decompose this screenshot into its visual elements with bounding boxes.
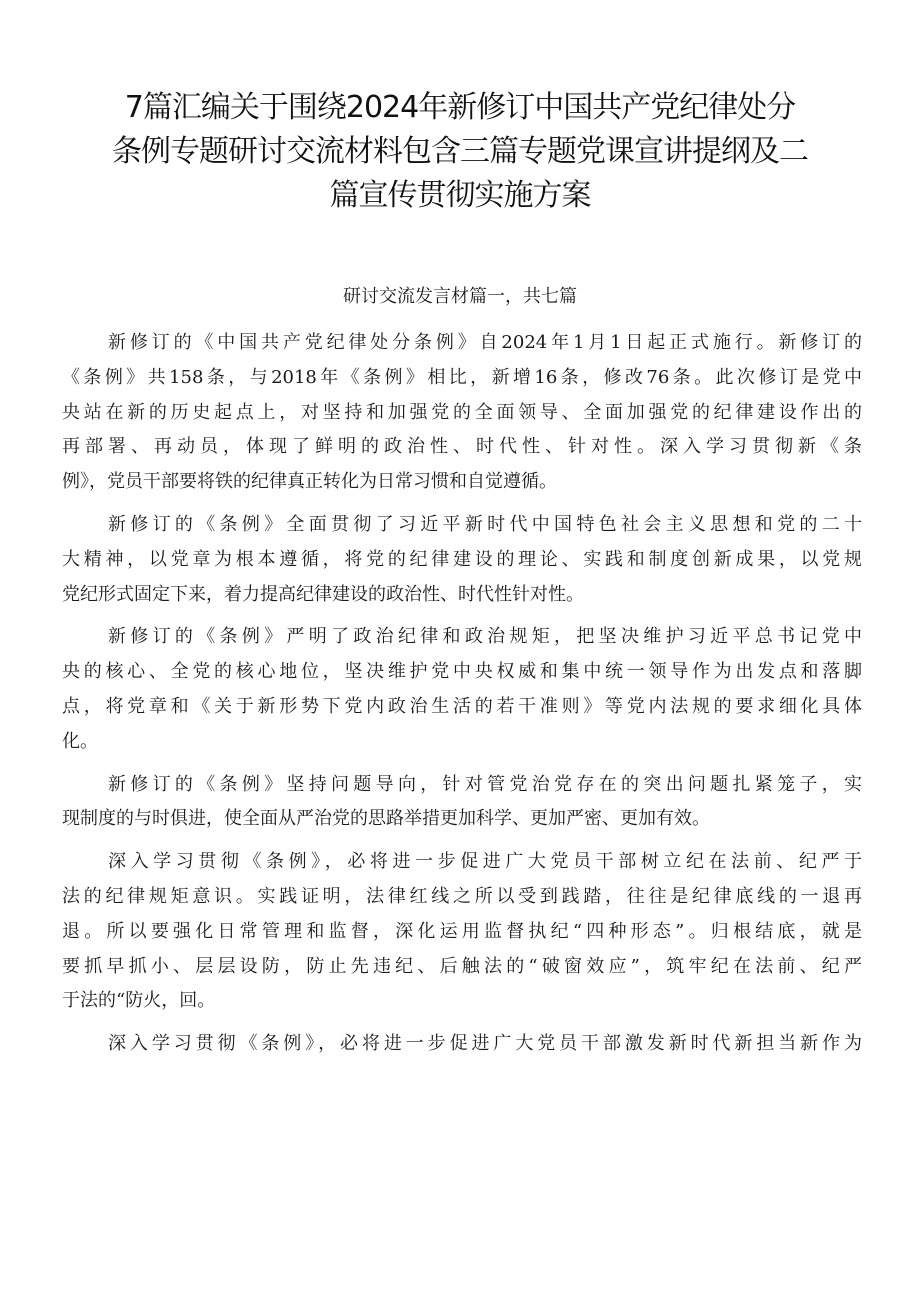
text-line: 要抓早抓小、层层设防，防止先违纪、后触法的“破窗效应”，筑牢纪在法前、纪严 (62, 955, 862, 977)
paragraph (62, 508, 862, 612)
text-line: 央站在新的历史起点上，对坚持和加强党的全面领导、全面加强党的纪律建设作出的 (62, 401, 862, 423)
text-line: 点，将党章和《关于新形势下党内政治生活的若干准则》等党内法规的要求细化具体 (62, 695, 862, 717)
paragraph (62, 326, 862, 500)
text-line: 深入学习贯彻《条例》，必将进一步促进广大党员干部树立纪在法前、纪严于 (108, 851, 862, 873)
title-line: 条例专题研讨交流材料包含三篇专题党课宣讲提纲及二 (112, 134, 808, 169)
paragraph (62, 1027, 862, 1062)
text-line: 深入学习贯彻《条例》，必将进一步促进广大党员干部激发新时代新担当新作为 (108, 1033, 862, 1055)
text-line: 法的纪律规矩意识。实践证明，法律红线之所以受到践踏，往往是纪律底线的一退再 (62, 885, 862, 907)
text-line: 新修订的《条例》全面贯彻了习近平新时代中国特色社会主义思想和党的二十 (108, 513, 862, 535)
paragraph (62, 768, 862, 838)
text-line: 新修订的《中国共产党纪律处分条例》自2024年1月1日起正式施行。新修订的 (108, 332, 862, 353)
text-line: 大精神，以党章为根本遵循，将党的纪律建设的理论、实践和制度创新成果，以党规 (62, 548, 862, 570)
document-title (60, 86, 860, 218)
text-line: 新修订的《条例》坚持问题导向，针对管党治党存在的突出问题扎紧笼子，实 (108, 773, 862, 795)
text-line: 于法的“防火，回。 (62, 990, 216, 1012)
section-heading: 研讨交流发言材篇一，共七篇 (343, 286, 577, 307)
text-line: 再部署、再动员，体现了鲜明的政治性、时代性、针对性。深入学习贯彻新《条 (62, 436, 862, 458)
document-body (62, 326, 862, 1070)
paragraph (62, 620, 862, 759)
text-line: 党纪形式固定下来，着力提高纪律建设的政治性、时代性针对性。 (62, 583, 584, 605)
text-line: 新修订的《条例》严明了政治纪律和政治规矩，把坚决维护习近平总书记党中 (108, 626, 862, 648)
text-line: 例》，党员干部要将铁的纪律真正转化为日常习惯和自觉遵循。 (62, 471, 557, 493)
text-line: 退。所以要强化日常管理和监督，深化运用监督执纪“四种形态”。归根结底，就是 (62, 920, 862, 942)
title-line: 7篇汇编关于围绕2024年新修订中国共产党纪律处分 (124, 90, 796, 125)
text-line: 央的核心、全党的核心地位，坚决维护党中央权威和集中统一领导作为出发点和落脚 (62, 661, 862, 683)
paragraph (62, 845, 862, 1019)
text-line: 《条例》共158条，与2018年《条例》相比，新增16条，修改76条。此次修订是党中 (62, 366, 862, 388)
title-line: 篇宣传贯彻实施方案 (329, 178, 591, 213)
text-line: 现制度的与时俱进，使全面从严治党的思路举措更加科学、更加严密、更加有效。 (62, 808, 710, 830)
text-line: 化。 (62, 730, 98, 752)
